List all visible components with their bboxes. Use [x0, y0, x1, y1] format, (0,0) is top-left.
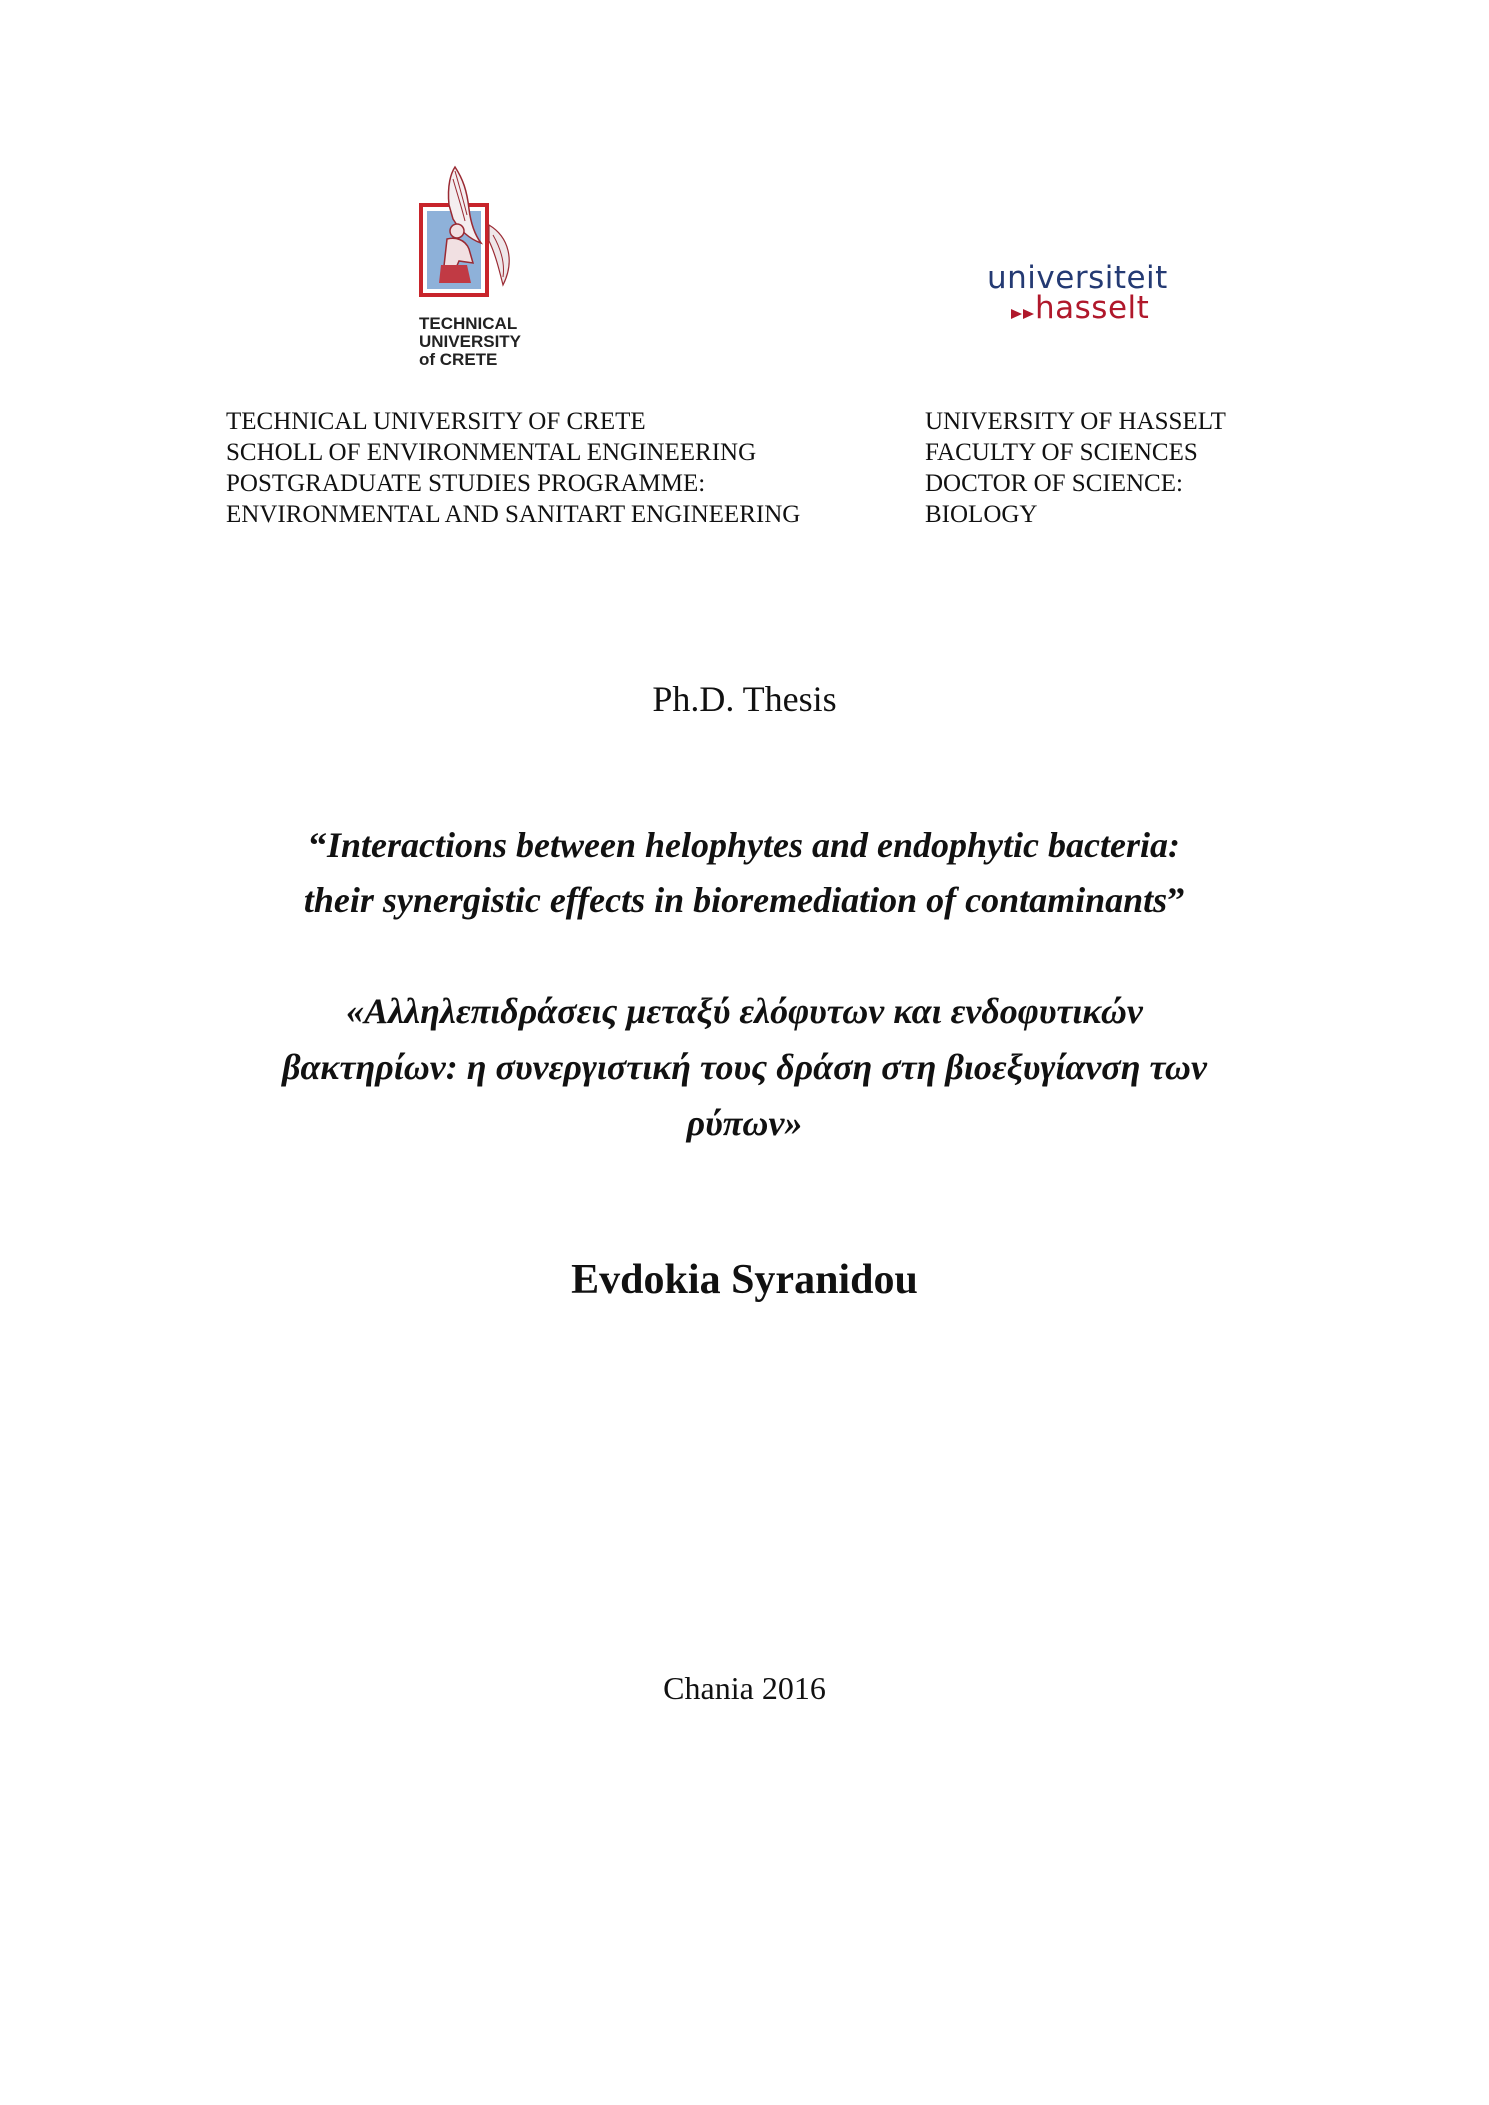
thesis-title-english-line2 — [0, 873, 1489, 928]
hasselt-logo-line2: hasselt — [1035, 290, 1150, 326]
institution-left-line: ENVIRONMENTAL AND SANITART ENGINEERING — [226, 501, 801, 528]
tuc-logo — [419, 165, 539, 380]
institution-right-line: BIOLOGY — [925, 501, 1038, 528]
institution-left-line: SCHOLL OF ENVIRONMENTAL ENGINEERING — [226, 439, 757, 466]
institution-right-line: FACULTY OF SCIENCES — [925, 439, 1198, 466]
institution-left-line: TECHNICAL UNIVERSITY OF CRETE — [226, 408, 646, 435]
thesis-title-greek-line: βακτηρίων: η συνεργιστική τους δράση στη βιοεξυγίανση των — [282, 1047, 1207, 1087]
open-quote: “ — [309, 825, 328, 865]
thesis-title-english — [0, 818, 1489, 928]
thesis-title-english-text2: their synergistic effects in bioremediation of contaminants — [303, 880, 1168, 920]
thesis-title-greek-line: «Αλληλεπιδράσεις μεταξύ ελόφυτων και ενδοφυτικών — [346, 991, 1143, 1031]
institution-right — [925, 406, 1226, 530]
place-year: Chania 2016 — [663, 1670, 826, 1706]
institution-left — [226, 406, 800, 530]
degree-label: Ph.D. Thesis — [652, 679, 837, 719]
thesis-title-greek — [0, 983, 1489, 1151]
close-quote: ” — [1167, 880, 1186, 920]
institution-right-line: UNIVERSITY OF HASSELT — [925, 408, 1226, 435]
tuc-emblem-icon — [419, 165, 539, 315]
hasselt-arrows-icon — [1011, 307, 1037, 321]
thesis-title-english-text1: Interactions between helophytes and endophytic bacteria: — [327, 825, 1180, 865]
tuc-wordmark-line: TECHNICAL — [419, 314, 518, 333]
institution-right-line: DOCTOR OF SCIENCE: — [925, 470, 1183, 497]
tuc-wordmark-line: UNIVERSITY — [419, 332, 522, 351]
thesis-title-english-line1 — [0, 818, 1489, 873]
thesis-title-greek-line: ρύπων» — [686, 1103, 803, 1143]
tuc-wordmark — [419, 315, 521, 369]
hasselt-logo-line1: universiteit — [987, 260, 1168, 296]
institution-left-line: POSTGRADUATE STUDIES PROGRAMME: — [226, 470, 706, 497]
author-name: Evdokia Syranidou — [571, 1257, 918, 1303]
tuc-wordmark-line: of CRETE — [419, 350, 498, 369]
hasselt-logo — [973, 260, 1193, 340]
